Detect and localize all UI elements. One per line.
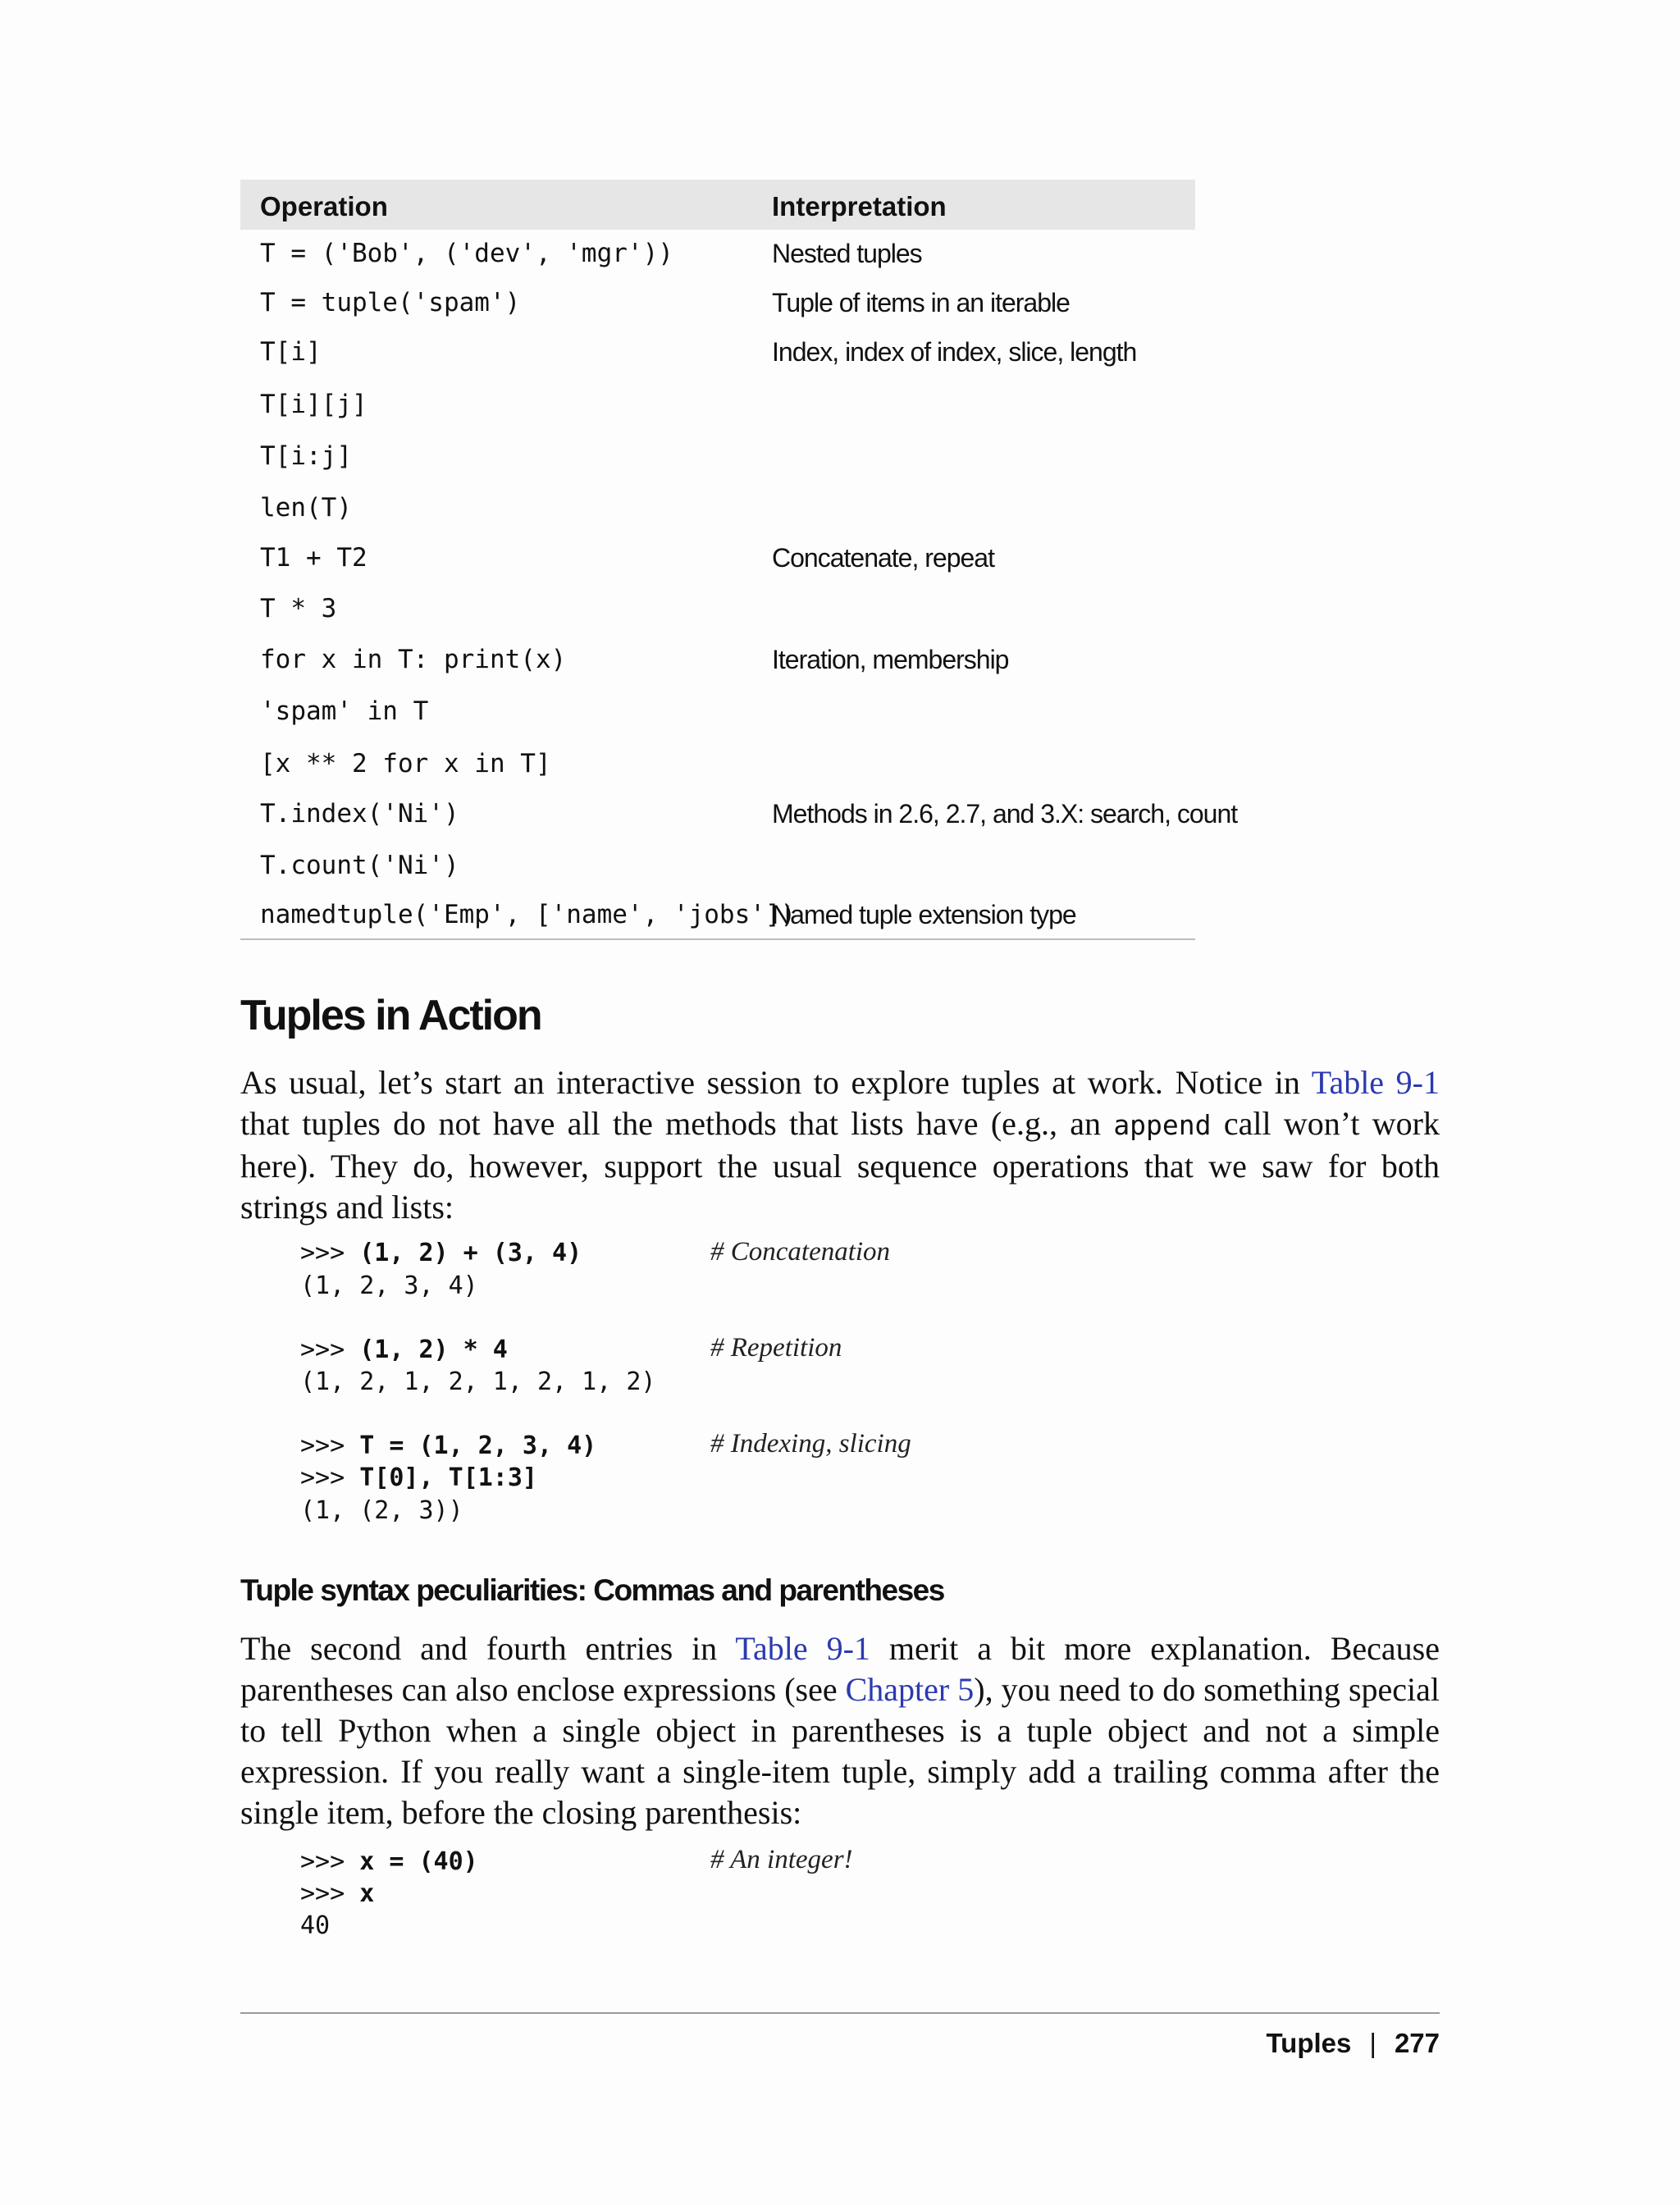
- table-row: [240, 232, 1195, 273]
- para1-text-2: that tuples do not have all the methods that lists have (e.g., an: [240, 1105, 1114, 1142]
- code-line: [300, 1431, 596, 1460]
- operation-cell: [x ** 2 for x in T]: [260, 749, 551, 778]
- header-operation: Operation: [260, 191, 388, 221]
- operation-cell: T1 + T2: [260, 543, 368, 573]
- append-code: append: [1113, 1109, 1212, 1141]
- table-9-1-link[interactable]: Table 9-1: [735, 1630, 870, 1667]
- operation-cell: T.index('Ni'): [260, 799, 459, 829]
- footer-rule: [240, 2012, 1440, 2014]
- operation-cell: len(T): [260, 493, 352, 523]
- para2-text-2: merit a bit more explanation. Because parentheses can also enclose expressions (see: [240, 1630, 1440, 1708]
- prompt: >>>: [300, 1431, 360, 1460]
- code-input: T[0], T[1:3]: [359, 1463, 537, 1492]
- code-comment: # An integer!: [710, 1845, 853, 1874]
- operation-cell: namedtuple('Emp', ['name', 'jobs']): [260, 900, 797, 929]
- table-row: [240, 844, 1195, 885]
- chapter-5-link[interactable]: Chapter 5: [845, 1671, 975, 1708]
- interpretation-cell: Named tuple extension type: [772, 900, 1076, 929]
- table-row: [240, 536, 1195, 578]
- operation-cell: T * 3: [260, 594, 337, 623]
- section-heading: Tuples in Action: [240, 992, 541, 1039]
- table-9-1-link[interactable]: Table 9-1: [1311, 1064, 1440, 1101]
- interpretation-cell: Methods in 2.6, 2.7, and 3.X: search, count: [772, 799, 1238, 829]
- para1-text-1: As usual, let’s start an interactive session to explore tuples at work. Notice in: [240, 1064, 1312, 1101]
- code-line: [300, 1879, 374, 1908]
- code-line: [300, 1335, 508, 1364]
- operation-cell: for x in T: print(x): [260, 645, 567, 674]
- running-title: Tuples: [1266, 2028, 1352, 2058]
- operation-cell: T[i:j]: [260, 441, 352, 471]
- operation-cell: T[i][j]: [260, 390, 368, 419]
- table-row: [240, 435, 1195, 476]
- table-row: [240, 383, 1195, 424]
- table-row: [240, 587, 1195, 628]
- code-line: [300, 1463, 537, 1492]
- para2-text-3: ), you need to do something special to tell Python when a single object in parentheses is a tuple object and not a simple expression. If you really want a single-item tuple, simply add a trailing comma after the single item, before the closing parenthesis:: [240, 1671, 1440, 1831]
- page-number: 277: [1394, 2028, 1440, 2058]
- code-comment: # Indexing, slicing: [710, 1429, 911, 1459]
- table-header: [240, 180, 1195, 230]
- operation-cell: T = tuple('spam'): [260, 288, 521, 317]
- table-row: [240, 486, 1195, 527]
- footer-separator: |: [1369, 2028, 1376, 2058]
- code-comment: # Repetition: [710, 1333, 842, 1363]
- table-row: [240, 690, 1195, 731]
- code-output: 40: [300, 1911, 331, 1940]
- operation-cell: T.count('Ni'): [260, 851, 459, 880]
- code-output: (1, 2, 3, 4): [300, 1271, 478, 1300]
- prompt: >>>: [300, 1847, 360, 1876]
- table-row: [240, 281, 1195, 322]
- intro-paragraph: [240, 1062, 1440, 1228]
- code-line: [300, 1239, 582, 1267]
- prompt: >>>: [300, 1335, 360, 1364]
- explanation-paragraph: [240, 1628, 1440, 1833]
- code-input: x: [359, 1879, 375, 1908]
- operations-table: [240, 180, 1238, 929]
- code-input: T = (1, 2, 3, 4): [359, 1431, 597, 1460]
- code-output: (1, 2, 1, 2, 1, 2, 1, 2): [300, 1367, 656, 1396]
- interpretation-cell: Tuple of items in an iterable: [772, 288, 1070, 317]
- table-row: [240, 792, 1238, 833]
- code-input: x = (40): [359, 1847, 478, 1876]
- interpretation-cell: Iteration, membership: [772, 645, 1009, 674]
- subsection-heading: Tuple syntax peculiarities: Commas and parentheses: [240, 1573, 944, 1607]
- header-interpretation: Interpretation: [772, 191, 947, 221]
- table-row: [240, 742, 1195, 783]
- code-output: (1, (2, 3)): [300, 1496, 463, 1525]
- interpretation-cell: Index, index of index, slice, length: [772, 337, 1137, 367]
- prompt: >>>: [300, 1239, 360, 1267]
- prompt: >>>: [300, 1463, 360, 1492]
- code-line: [300, 1847, 478, 1876]
- code-input: (1, 2) * 4: [359, 1335, 508, 1364]
- para1-text-3: call won’t work here). They do, however, support the usual sequence operations that we saw for both strings and lists:: [240, 1105, 1440, 1226]
- prompt: >>>: [300, 1879, 360, 1908]
- page-footer: [1266, 2028, 1440, 2059]
- code-comment: # Concatenation: [710, 1237, 891, 1267]
- table-row: [240, 893, 1195, 934]
- table-row: [240, 638, 1195, 679]
- table-bottom-rule: [240, 938, 1195, 940]
- operation-cell: T = ('Bob', ('dev', 'mgr')): [260, 239, 673, 268]
- interpretation-cell: Nested tuples: [772, 239, 922, 268]
- interpretation-cell: Concatenate, repeat: [772, 543, 994, 573]
- table-row: [240, 331, 1195, 372]
- operation-cell: T[i]: [260, 337, 322, 367]
- para2-text-1: The second and fourth entries in: [240, 1630, 736, 1667]
- code-input: (1, 2) + (3, 4): [359, 1239, 582, 1267]
- operation-cell: 'spam' in T: [260, 696, 429, 726]
